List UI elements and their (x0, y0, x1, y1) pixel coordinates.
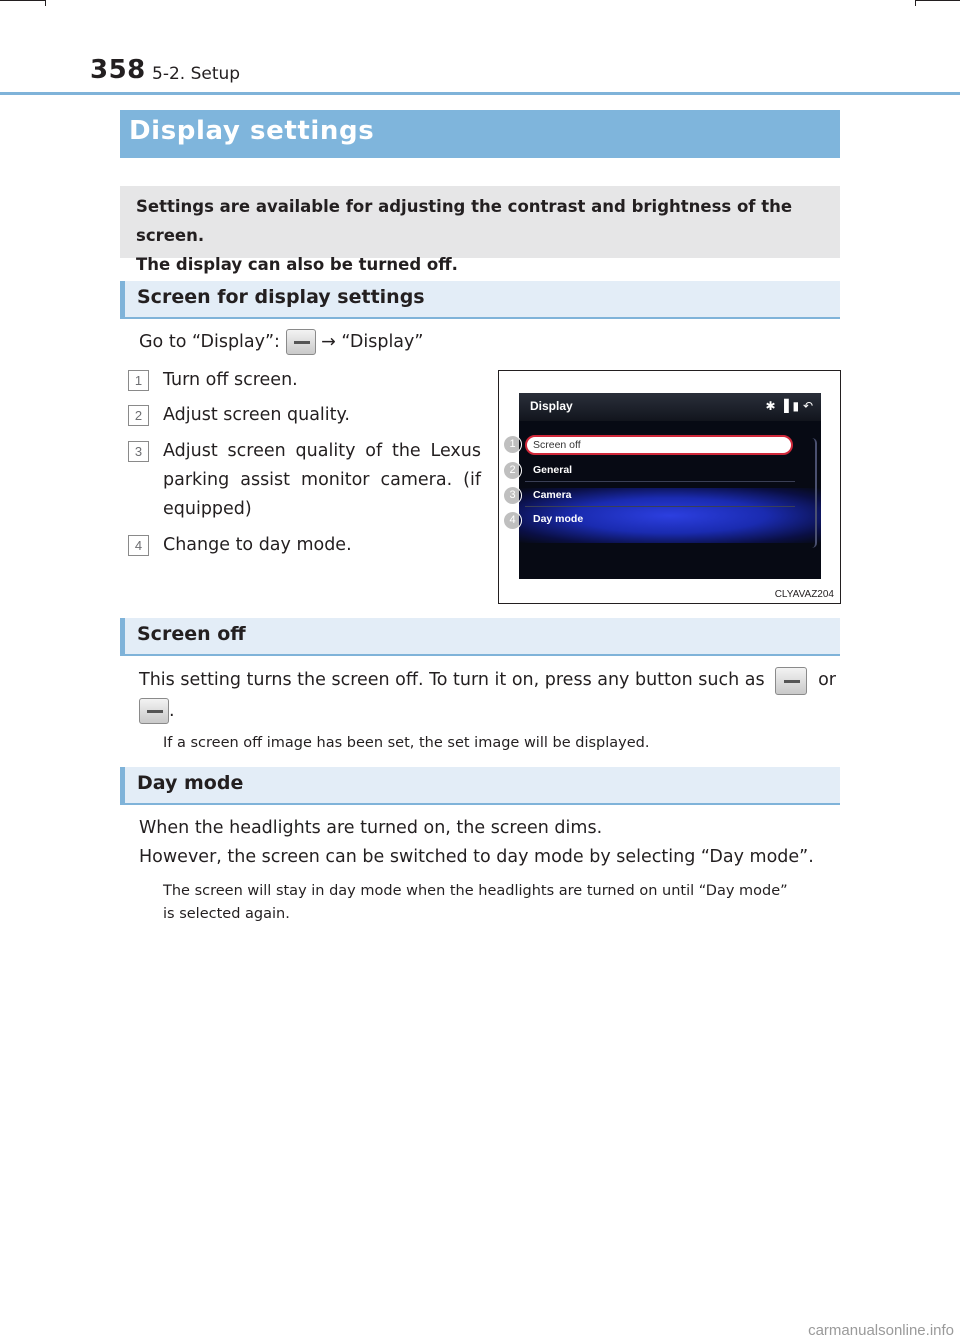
subheading-text: Screen off (137, 623, 246, 645)
subheading-screen-for-settings (120, 281, 840, 319)
screen-title: Display (530, 399, 573, 413)
crop-mark-top-right (915, 0, 960, 1)
day-mode-note-line-1: The screen will stay in day mode when the headlights are turned on until “Day mode” (163, 883, 788, 899)
page-title: Display settings (129, 116, 375, 146)
display-screen (519, 393, 821, 579)
go-to-instruction (139, 328, 423, 357)
screen-off-line-1 (139, 666, 836, 695)
screen-off-line-2 (139, 697, 836, 726)
item-4-line-1: Change to day mode. (163, 535, 352, 555)
subheading-text: Screen for display settings (137, 286, 425, 308)
battery-icon: ▮ (792, 399, 800, 413)
screen-menu (519, 421, 821, 541)
callout-2: 2 (503, 461, 522, 480)
item-3-line-3: equipped) (163, 499, 252, 519)
item-2-line-1: Adjust screen quality. (163, 405, 350, 425)
status-icons (766, 399, 813, 413)
section-reference: 5-2. Setup (152, 64, 241, 84)
header-rule (0, 92, 960, 95)
day-mode-line-2: However, the screen can be switched to day mode by selecting “Day mode”. (139, 847, 814, 867)
day-mode-note-line-2: is selected again. (163, 906, 290, 922)
item-3-line-2: parking assist monitor camera. (if (163, 470, 481, 490)
item-text-3 (163, 437, 481, 524)
day-mode-row: Day mode (533, 513, 584, 525)
callout-3: 3 (503, 486, 522, 505)
screen-off-text-end: . (169, 701, 175, 721)
item-number-4: 4 (128, 535, 149, 556)
bluetooth-icon: ✱ (765, 399, 776, 413)
page-number: 358 (90, 55, 146, 85)
intro-line-2: The display can also be turned off. (136, 255, 458, 274)
intro-box (120, 186, 840, 274)
crop-mark-top-right-v (915, 0, 916, 6)
screen-off-note: If a screen off image has been set, the set image will be displayed. (163, 735, 650, 751)
camera-row: Camera (533, 489, 572, 501)
general-row: General (533, 464, 573, 476)
item-1-line-1: Turn off screen. (163, 370, 298, 390)
menu-button-icon (139, 698, 169, 724)
crop-mark-top-left (0, 0, 45, 1)
title-bar (120, 110, 840, 158)
screen-off-text-or: or (818, 670, 836, 690)
screen-scrollbar (812, 438, 817, 548)
back-icon: ↶ (802, 399, 813, 413)
item-text-2 (163, 401, 350, 430)
menu-button-icon (286, 329, 316, 355)
screen-off-text-before: This setting turns the screen off. To turn it on, press any button such as (139, 670, 765, 690)
row-divider (525, 506, 795, 507)
callout-1: 1 (503, 435, 522, 454)
illustration-code: CLYAVAZ204 (774, 589, 834, 600)
day-mode-text (139, 814, 814, 872)
screen-off-text (139, 666, 836, 726)
row-divider (525, 481, 795, 482)
go-to-suffix: → “Display” (321, 332, 424, 352)
intro-line-1: Settings are available for adjusting the contrast and brightness of the screen. (136, 197, 793, 245)
audio-button-icon (775, 667, 807, 695)
subheading-screen-off (120, 618, 840, 656)
subheading-day-mode (120, 767, 840, 805)
callout-4: 4 (503, 511, 522, 530)
day-mode-note (163, 880, 788, 926)
display-screen-illustration (498, 370, 841, 604)
item-text-4 (163, 531, 352, 560)
item-3-line-1: Adjust screen quality of the Lexus (163, 441, 481, 461)
item-number-1: 1 (128, 370, 149, 391)
screen-off-label: Screen off (533, 439, 581, 451)
watermark: carmanualsonline.info (808, 1322, 954, 1339)
go-to-prefix: Go to “Display”: (139, 332, 280, 352)
item-number-3: 3 (128, 441, 149, 462)
item-number-2: 2 (128, 405, 149, 426)
item-text-1 (163, 366, 298, 395)
screen-header (519, 393, 821, 421)
crop-mark-top-left-v (45, 0, 46, 6)
screen-off-row (525, 435, 793, 455)
subheading-text: Day mode (137, 772, 244, 794)
day-mode-line-1: When the headlights are turned on, the screen dims. (139, 818, 603, 838)
signal-icon: ▐ (779, 399, 789, 413)
